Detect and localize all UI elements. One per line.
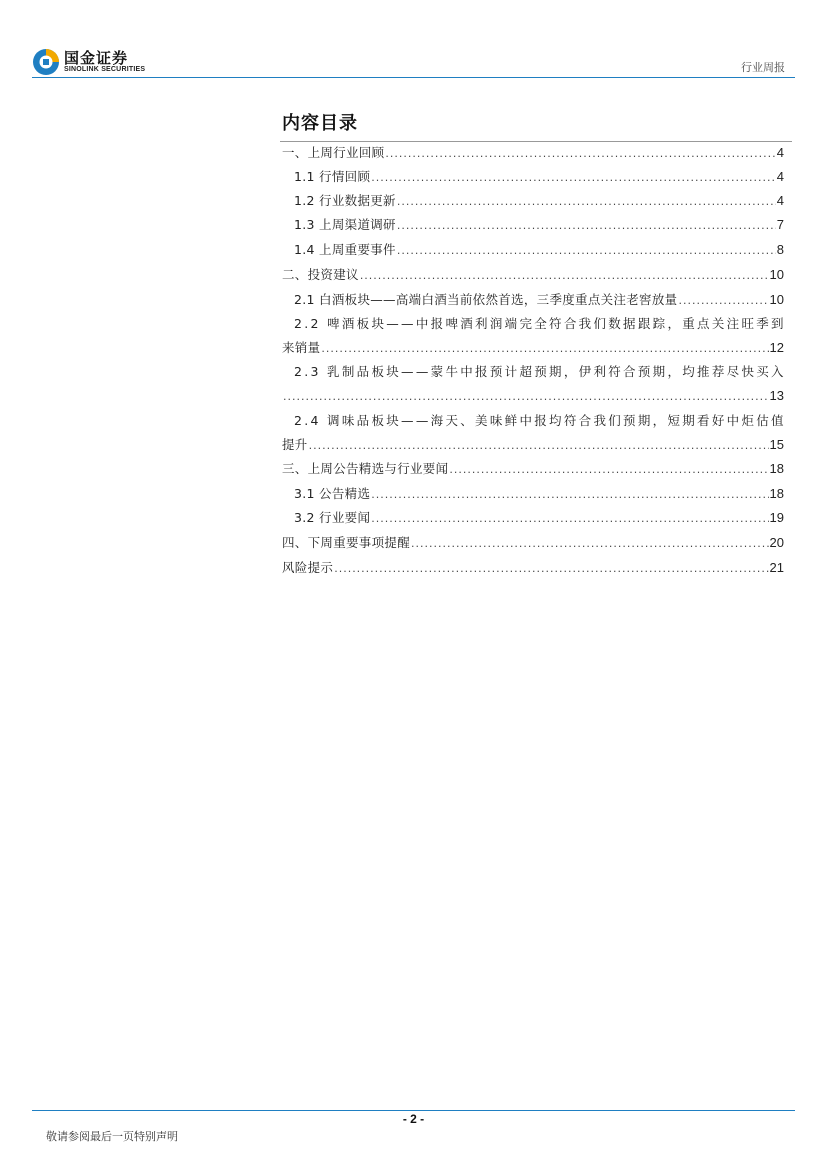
toc-entry-label: 风险提示 — [282, 560, 334, 575]
toc-entry-page: 19 — [769, 510, 784, 525]
toc-leader-dots — [321, 339, 768, 359]
toc-entry-first-line[interactable]: 2.4 调味品板块——海天、美味鲜中报均符合我们预期，短期看好中炬估值 — [294, 413, 786, 428]
toc-title-divider — [280, 141, 792, 142]
toc-entry-first-line[interactable]: 2.2 啤酒板块——中报啤酒利润端完全符合我们数据跟踪，重点关注旺季到 — [294, 316, 786, 331]
toc-entry-label: 三、上周公告精选与行业要闻 — [282, 461, 449, 476]
toc-leader-dots — [309, 436, 769, 456]
toc-entry[interactable] — [282, 265, 784, 285]
toc-entry[interactable] — [294, 290, 784, 310]
toc-entry-label: 来销量 — [282, 340, 321, 355]
header-divider — [32, 77, 795, 78]
toc-leader-dots — [678, 291, 768, 311]
toc-leader-dots — [371, 168, 776, 188]
toc-title: 内容目录 — [282, 113, 358, 134]
toc-entry-label: 1.3 上周渠道调研 — [294, 217, 396, 232]
toc-entry-page: 20 — [769, 535, 784, 550]
toc-leader-dots — [397, 216, 776, 236]
toc-entry-page: 12 — [769, 340, 784, 355]
toc-entry-label: 提升 — [282, 437, 308, 452]
toc-entry[interactable] — [294, 508, 784, 528]
toc-leader-dots — [385, 144, 775, 164]
toc-entry[interactable] — [282, 435, 784, 455]
toc-entry-label: 2.1 白酒板块——高端白酒当前依然首选，三季度重点关注老窖放量 — [294, 292, 678, 307]
toc-leader-dots — [283, 387, 769, 407]
toc-entry-page: 10 — [769, 292, 784, 307]
toc-entry-page: 8 — [776, 242, 784, 257]
toc-entry-label: 1.2 行业数据更新 — [294, 193, 396, 208]
toc-entry[interactable] — [294, 484, 784, 504]
toc-entry-page: 18 — [769, 486, 784, 501]
toc-leader-dots — [371, 485, 768, 505]
toc-leader-dots — [397, 241, 776, 261]
toc-entry-page: 21 — [769, 560, 784, 575]
toc-entry[interactable] — [294, 240, 784, 260]
toc-leader-dots — [397, 192, 776, 212]
toc-entry-page: 4 — [776, 169, 784, 184]
toc-entry-label: 四、下周重要事项提醒 — [282, 535, 411, 550]
toc-entry-page: 4 — [776, 193, 784, 208]
toc-entry[interactable] — [282, 338, 784, 358]
toc-entry-first-line[interactable]: 2.3 乳制品板块——蒙牛中报预计超预期，伊利符合预期，均推荐尽快买入 — [294, 364, 786, 379]
toc-entry-label: 3.1 公告精选 — [294, 486, 371, 501]
toc-entry[interactable] — [282, 386, 784, 406]
toc-leader-dots — [411, 534, 769, 554]
report-type: 行业周报 — [741, 61, 785, 74]
toc-entry-page: 15 — [769, 437, 784, 452]
logo-cn-text: 国金证券 — [64, 49, 129, 67]
footer-disclaimer: 敬请参阅最后一页特别声明 — [46, 1130, 178, 1143]
toc-entry-page: 13 — [769, 388, 784, 403]
toc-leader-dots — [360, 266, 769, 286]
logo-en-text: SINOLINK SECURITIES — [64, 66, 146, 73]
toc-entry-label: 一、上周行业回顾 — [282, 145, 385, 160]
toc-entry-page: 7 — [776, 217, 784, 232]
toc-leader-dots — [334, 559, 768, 579]
toc-entry-page: 18 — [769, 461, 784, 476]
toc-leader-dots — [449, 460, 768, 480]
toc-entry-label: 二、投资建议 — [282, 267, 359, 282]
toc-entry-page: 4 — [776, 145, 784, 160]
toc-entry-label: 1.4 上周重要事件 — [294, 242, 396, 257]
toc-leader-dots — [371, 509, 768, 529]
company-logo — [32, 48, 152, 78]
toc-entry[interactable] — [294, 215, 784, 235]
footer-divider — [32, 1110, 795, 1111]
toc-entry-label: 3.2 行业要闻 — [294, 510, 371, 525]
sinolink-logo-icon — [32, 48, 60, 76]
toc-entry[interactable] — [294, 167, 784, 187]
toc-entry[interactable] — [294, 191, 784, 211]
toc-entry-page: 10 — [769, 267, 784, 282]
toc-entry-label: 1.1 行情回顾 — [294, 169, 371, 184]
toc-entry[interactable] — [282, 143, 784, 163]
page-number: - 2 - — [402, 1112, 425, 1126]
toc-entry[interactable] — [282, 533, 784, 553]
toc-entry[interactable] — [282, 459, 784, 479]
toc-entry[interactable] — [282, 558, 784, 578]
